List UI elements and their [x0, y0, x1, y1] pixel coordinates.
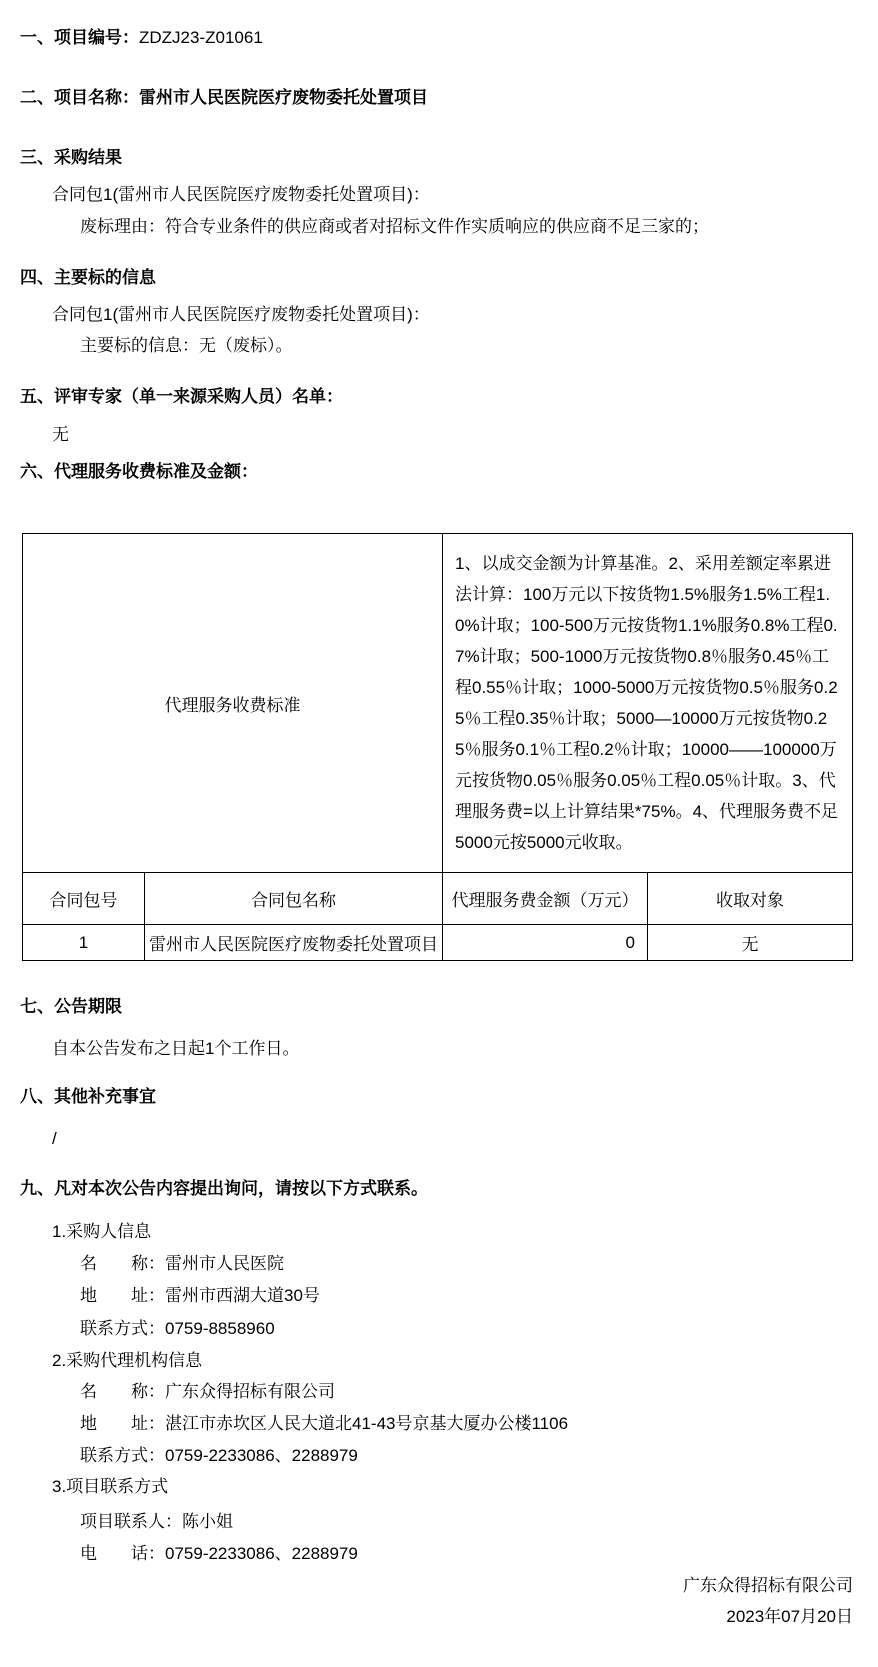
section-5-heading: 五、评审专家（单一来源采购人员）名单：: [20, 387, 343, 406]
section-7-heading: 七、公告期限: [20, 997, 122, 1016]
section-4-info-line: 主要标的信息：无（废标）。: [80, 336, 293, 355]
section-1-heading: [20, 28, 853, 48]
fee-table-header-row: [23, 873, 853, 925]
agency-contact-line: 联系方式：0759-2233086、2288979: [80, 1446, 358, 1465]
footer-company: 广东众得招标有限公司: [683, 1576, 853, 1595]
section-7-value: 自本公告发布之日起1个工作日。: [52, 1039, 300, 1058]
purchaser-name-line: 名 称：雷州市人民医院: [80, 1254, 284, 1273]
project-number-label: 一、项目编号：: [20, 28, 139, 47]
section-3-package-line: 合同包1(雷州市人民医院医疗废物委托处置项目)：: [52, 185, 430, 204]
section-3-reason-line: 废标理由：符合专业条件的供应商或者对招标文件作实质响应的供应商不足三家的；: [80, 217, 709, 236]
fee-table-data-row: [23, 925, 853, 961]
header-package-name: 合同包名称: [145, 873, 443, 925]
section-8-value: /: [52, 1129, 57, 1148]
header-fee-target: 收取对象: [648, 873, 853, 925]
agency-address-line: 地 址：湛江市赤坎区人民大道北41-43号京基大厦办公楼1106: [80, 1414, 569, 1433]
cell-package-name: 雷州市人民医院医疗废物委托处置项目: [145, 925, 443, 961]
section-4-package-line: 合同包1(雷州市人民医院医疗废物委托处置项目)：: [52, 305, 430, 324]
fee-standard-label-cell: 代理服务收费标准: [23, 534, 443, 873]
section-8-heading: 八、其他补充事宜: [20, 1087, 156, 1106]
header-package-no: 合同包号: [23, 873, 145, 925]
fee-standard-text-cell: 1、以成交金额为计算基准。2、采用差额定率累进法计算：100万元以下按货物1.5%服务1.5%工程1.0%计取；100-500万元按货物1.1%服务0.8%工程0.7%计取；500-1000万元按货物0.8％服务0.45％工程0.55％计取；1000-5000万元按货物0.5％服务0.25％工程0.35％计取；5000—10000万元按货物0.25％服务0.1％工程0.2％计取；10000——100000万元按货物0.05％服务0.05％工程0.05％计取。3、代理服务费=以上计算结果*75%。4、代理服务费不足5000元按5000元收取。: [443, 534, 853, 873]
section-9-heading: 九、凡对本次公告内容提出询问，请按以下方式联系。: [20, 1179, 428, 1198]
footer-date: 2023年07月20日: [726, 1607, 853, 1626]
header-fee-amount: 代理服务费金额（万元）: [443, 873, 648, 925]
agency-info-title: 2.采购代理机构信息: [52, 1351, 203, 1370]
section-5-value: 无: [52, 425, 69, 444]
cell-fee-amount: 0: [443, 925, 648, 961]
section-6-heading: 六、代理服务收费标准及金额：: [20, 462, 258, 481]
purchaser-address-line: 地 址：雷州市西湖大道30号: [80, 1286, 320, 1305]
agency-name-line: 名 称：广东众得招标有限公司: [80, 1382, 335, 1401]
section-2-heading: 二、项目名称：雷州市人民医院医疗废物委托处置项目: [20, 88, 428, 107]
section-3-heading: 三、采购结果: [20, 148, 122, 167]
purchaser-info-title: 1.采购人信息: [52, 1222, 152, 1241]
section-4-heading: 四、主要标的信息: [20, 268, 156, 287]
project-phone-line: 电 话：0759-2233086、2288979: [80, 1544, 358, 1563]
project-contact-person-line: 项目联系人：陈小姐: [80, 1512, 233, 1531]
purchaser-contact-line: 联系方式：0759-8858960: [80, 1319, 275, 1338]
project-contact-title: 3.项目联系方式: [52, 1477, 169, 1496]
cell-package-no: 1: [23, 925, 145, 961]
fee-standard-row: [23, 534, 853, 873]
fee-table: [22, 533, 853, 961]
cell-fee-target: 无: [648, 925, 853, 961]
project-number-value: ZDZJ23-Z01061: [139, 28, 263, 47]
